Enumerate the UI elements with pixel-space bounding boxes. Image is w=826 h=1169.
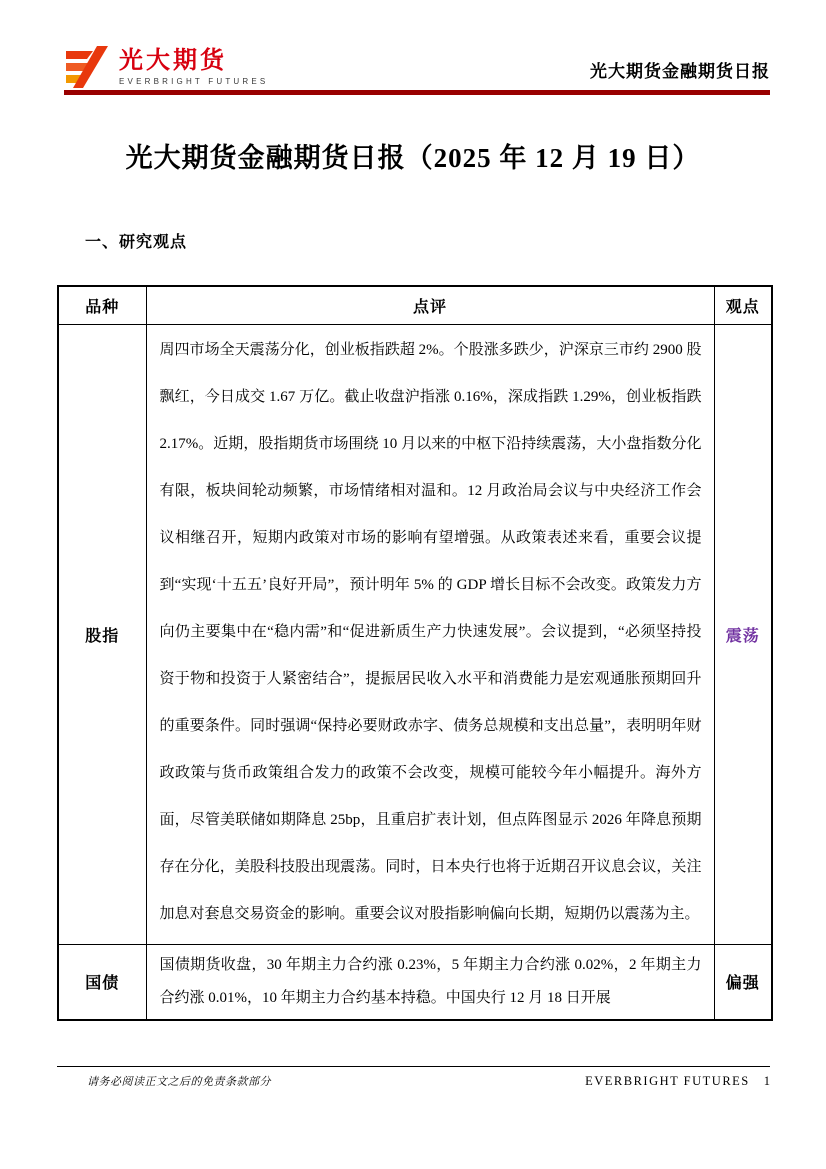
header-report-name: 光大期货金融期货日报: [590, 62, 770, 81]
research-views-table: [57, 285, 773, 1021]
footer-brand: EVERBRIGHT FUTURES: [585, 1074, 750, 1088]
brand-block: [64, 44, 268, 90]
comment-text-treasury-bonds: 国债期货收盘，30 年期主力合约涨 0.23%，5 年期主力合约涨 0.02%，2 年期主力合约涨 0.01%，10 年期主力合约基本持稳。中国央行 12 月 18 日开展: [159, 956, 702, 1006]
column-header-comment: 点评: [146, 286, 714, 324]
table-header-row: [58, 286, 772, 324]
header-divider-rule: [64, 90, 770, 95]
footer-right: [585, 1072, 770, 1090]
comment-text-equity-index: 周四市场全天震荡分化，创业板指跌超 2%。个股涨多跌少，沪深京三市约 2900 股飘红，今日成交 1.67 万亿。截止收盘沪指涨 0.16%，深成指跌 1.29%，创业板指跌 2.17%。近期，股指期货市场围绕 10 月以来的中枢下沿持续震荡，大小盘指数分化有限，板块间轮动频繁，市场情绪相对温和。12 月政治局会议与中央经济工作会议相继召开，短期内政策对市场的影响有望增强。从政策表述来看，重要会议提到“实现‘十五五’良好开局”，预计明年 5% 的 GDP 增长目标不会改变。政策发力方向仍主要集中在“稳内需”和“促进新质生产力快速发展”。会议提到，“必须坚持投资于物和投资于人紧密结合”，提振居民收入水平和消费能力是宏观通胀预期回升的重要条件。同时强调“保持必要财政赤字、债务总规模和支出总量”，表明明年财政政策与货币政策组合发力的政策不会改变，规模可能较今年小幅提升。海外方面，尽管美联储如期降息 25bp，且重启扩表计划，但点阵图显示 2026 年降息预期存在分化，美股科技股出现震荡。同时，日本央行也将于近期召开议息会议，关注加息对套息交易资金的影响。重要会议对股指影响偏向长期，短期仍以震荡为主。: [159, 341, 702, 922]
brand-text: [119, 48, 268, 86]
page-title: 光大期货金融期货日报（2025 年 12 月 19 日）: [125, 143, 701, 173]
page-footer: [57, 1066, 770, 1090]
page-header: [64, 34, 770, 90]
view-label-treasury-bonds: 偏强: [714, 944, 772, 1020]
column-header-variety: 品种: [58, 286, 146, 324]
footer-disclaimer: 请务必阅读正文之后的免责条款部分: [87, 1076, 271, 1088]
brand-name-en: EVERBRIGHT FUTURES: [119, 77, 269, 87]
comment-cell-treasury-bonds: [146, 944, 714, 1020]
everbright-logo-icon: [64, 44, 110, 90]
table-row-equity-index: [58, 324, 772, 944]
table-row-treasury-bonds: [58, 944, 772, 1020]
section-heading-research-views: 一、研究观点: [85, 234, 188, 251]
view-label-equity-index: 震荡: [714, 324, 772, 944]
brand-name-cn: 光大期货: [119, 46, 227, 74]
variety-label-treasury-bonds: 国债: [58, 944, 146, 1020]
footer-page-number: 1: [763, 1074, 770, 1088]
column-header-view: 观点: [714, 286, 772, 324]
comment-cell-equity-index: [146, 324, 714, 944]
variety-label-equity-index: 股指: [58, 324, 146, 944]
